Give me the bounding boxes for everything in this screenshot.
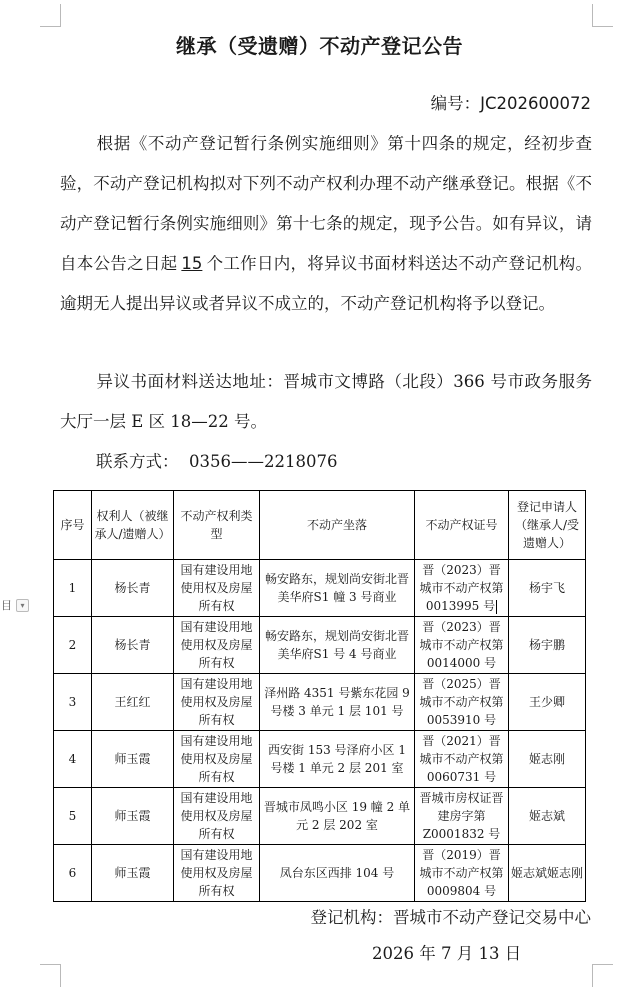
table-row xyxy=(54,560,586,617)
table-cell: 师玉霞 xyxy=(92,731,174,788)
table-cell: 杨长青 xyxy=(92,560,174,617)
table-cell: 晋（2019）晋城市不动产权第 0009804 号 xyxy=(415,845,509,902)
contact-paragraph xyxy=(60,442,592,482)
table-cell: 姬志斌 xyxy=(509,788,586,845)
table-cell: 国有建设用地使用权及房屋所有权 xyxy=(174,560,260,617)
table-row xyxy=(54,674,586,731)
registration-table xyxy=(53,490,586,902)
announcement-paragraph xyxy=(60,124,592,324)
table-cell: 杨宇鹏 xyxy=(509,617,586,674)
table-cell: 杨长青 xyxy=(92,617,174,674)
table-cell: 畅安路东，规划尚安街北晋美华府S1 幢 3 号商业 xyxy=(260,560,415,617)
table-cell: 晋城市凤鸣小区 19 幢 2 单元 2 层 202 室 xyxy=(260,788,415,845)
objection-address-text: 异议书面材料送达地址：晋城市文博路（北段）366 号市政务服务大厅一层 E 区 18—22 号。 xyxy=(60,372,592,431)
table-cell: 晋（2025）晋城市不动产权第 0053910 号 xyxy=(415,674,509,731)
column-header: 不动产权利类型 xyxy=(174,491,260,560)
column-header: 权利人（被继承人/遗赠人） xyxy=(92,491,174,560)
document-number: 编号：JC202600072 xyxy=(430,94,591,113)
table-cell: 国有建设用地使用权及房屋所有权 xyxy=(174,845,260,902)
table-cell[interactable] xyxy=(415,560,509,617)
table-cell: 姬志刚 xyxy=(509,731,586,788)
contact-text: 联系方式： 0356——2218076 xyxy=(96,452,338,471)
table-cell: 师玉霞 xyxy=(92,845,174,902)
navigation-pane-tab[interactable] xyxy=(0,596,30,614)
announcement-text-before: 根据《不动产登记暂行条例实施细则》第十四条的规定，经初步查验，不动产登记机构拟对下列不动产权利办理不动产继承登记。根据《不动产登记暂行条例实施细则》第十七条的规定，现予公告。如有异议，请自本公告之日起 xyxy=(60,134,592,273)
table-cell: 姬志斌姬志刚 xyxy=(509,845,586,902)
navigation-pane-label: 目 xyxy=(1,599,12,612)
table-cell: 晋（2023）晋城市不动产权第 0014000 号 xyxy=(415,617,509,674)
table-cell: 国有建设用地使用权及房屋所有权 xyxy=(174,788,260,845)
table-cell: 西安街 153 号泽府小区 1 号楼 1 单元 2 层 201 室 xyxy=(260,731,415,788)
objection-days: 15 xyxy=(181,254,203,273)
table-cell: 凤台东区西排 104 号 xyxy=(260,845,415,902)
table-cell: 2 xyxy=(54,617,92,674)
registration-agency: 登记机构：晋城市不动产登记交易中心 xyxy=(310,908,591,927)
table-row xyxy=(54,845,586,902)
table-cell: 1 xyxy=(54,560,92,617)
table-cell: 3 xyxy=(54,674,92,731)
table-cell: 泽州路 4351 号紫东花园 9 号楼 3 单元 1 层 101 号 xyxy=(260,674,415,731)
table-cell: 国有建设用地使用权及房屋所有权 xyxy=(174,731,260,788)
column-header: 不动产权证号 xyxy=(415,491,509,560)
table-cell: 师玉霞 xyxy=(92,788,174,845)
table-cell: 5 xyxy=(54,788,92,845)
table-cell: 6 xyxy=(54,845,92,902)
page-corner-mark xyxy=(40,4,61,27)
column-header: 序号 xyxy=(54,491,92,560)
page-title: 继承（受遗赠）不动产登记公告 xyxy=(176,34,463,58)
chevron-down-icon[interactable]: ▾ xyxy=(16,599,29,612)
cell-text: 晋（2023）晋城市不动产权第 0013995 号 xyxy=(419,563,504,613)
page-corner-mark xyxy=(592,964,613,987)
table-row xyxy=(54,788,586,845)
table-header-row xyxy=(54,491,586,560)
table-row xyxy=(54,617,586,674)
table-cell: 王少卿 xyxy=(509,674,586,731)
announcement-text-after: 个工作日内，将异议书面材料送达不动产登记机构。逾期无人提出异议或者异议不成立的，不动产登记机构将予以登记。 xyxy=(60,254,593,313)
column-header: 登记申请人（继承人/受遗赠人） xyxy=(509,491,586,560)
text-cursor xyxy=(496,600,497,614)
objection-address-paragraph xyxy=(60,362,592,442)
table-cell: 晋（2021）晋城市不动产权第 0060731 号 xyxy=(415,731,509,788)
table-cell: 国有建设用地使用权及房屋所有权 xyxy=(174,617,260,674)
table-cell: 杨宇飞 xyxy=(509,560,586,617)
announcement-date: 2026 年 7 月 13 日 xyxy=(372,944,522,963)
page-corner-mark xyxy=(592,4,613,27)
table-cell: 国有建设用地使用权及房屋所有权 xyxy=(174,674,260,731)
table-cell: 畅安路东，规划尚安街北晋美华府S1 号 4 号商业 xyxy=(260,617,415,674)
table-cell: 晋城市房权证晋建房字第Z0001832 号 xyxy=(415,788,509,845)
table-row xyxy=(54,731,586,788)
page-corner-mark xyxy=(40,964,61,987)
column-header: 不动产坐落 xyxy=(260,491,415,560)
table-cell: 王红红 xyxy=(92,674,174,731)
table-cell: 4 xyxy=(54,731,92,788)
